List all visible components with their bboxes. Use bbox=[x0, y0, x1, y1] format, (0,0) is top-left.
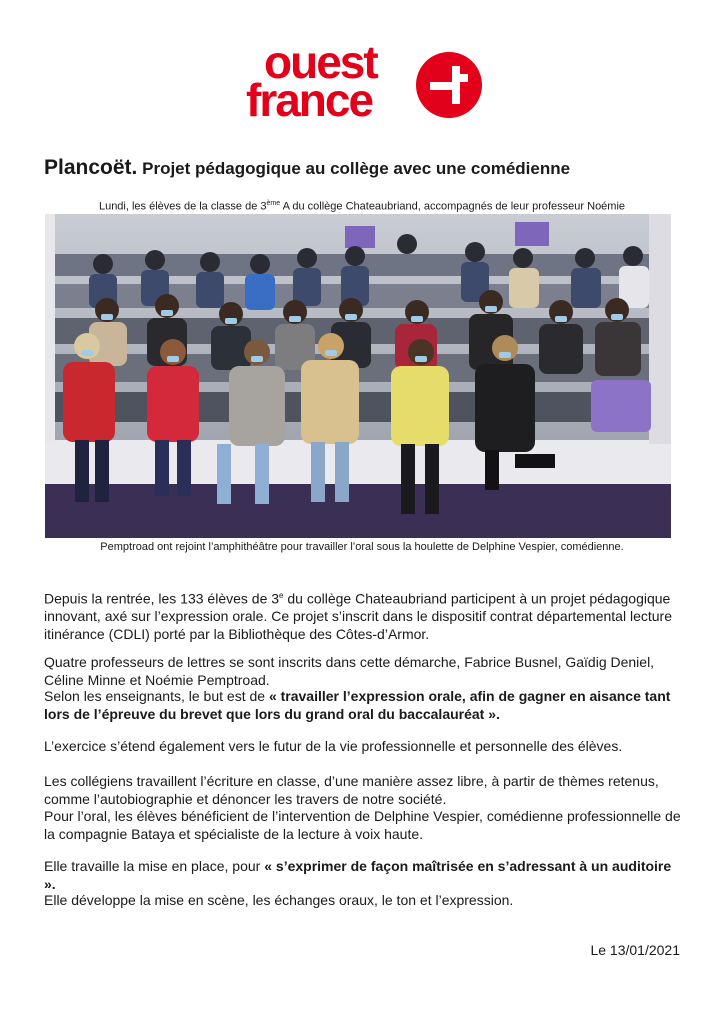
paragraph-1-start: Depuis la rentrée, les 133 élèves de 3 bbox=[44, 590, 280, 607]
class-group-photo bbox=[45, 214, 671, 538]
headline-place: Plancoët. bbox=[44, 156, 138, 179]
article-headline bbox=[44, 156, 694, 180]
article-paragraph-1 bbox=[44, 587, 684, 643]
logo-circle-icon bbox=[416, 52, 482, 118]
article-date: Le 13/01/2021 bbox=[590, 942, 680, 958]
logo-word-france: france bbox=[246, 74, 373, 126]
paragraph-5-start: Elle travaille la mise en place, pour bbox=[44, 858, 265, 874]
photo-caption-bottom: Pemptroad ont rejoint l’amphithéâtre pour travailler l’oral sous la houlette de Delphine Vespier, comédienne. bbox=[100, 541, 624, 553]
caption-superscript: ème bbox=[266, 200, 281, 207]
article-paragraph-5 bbox=[44, 858, 684, 893]
ouest-france-logo bbox=[244, 36, 494, 126]
headline-title: Projet pédagogique au collège avec une comédienne bbox=[142, 159, 571, 178]
article-paragraph-4b: Pour l’oral, les élèves bénéficient de l’intervention de Delphine Vespier, comédienne professionnelle de la compagnie Bataya et spécialiste de la lecture à voix haute. bbox=[44, 808, 681, 842]
article-paragraph-5b: Elle développe la mise en scène, les échanges oraux, le ton et l’expression. bbox=[44, 892, 514, 908]
article-paragraph-2b bbox=[44, 688, 684, 723]
logo-word-ouest: ouest bbox=[264, 36, 377, 88]
class-photo-illustration bbox=[45, 214, 671, 538]
article-paragraph-2: Quatre professeurs de lettres se sont inscrits dans cette démarche, Fabrice Busnel, Gaïdig Deniel, Céline Minne et Noémie Pemptroad. bbox=[44, 654, 655, 688]
paragraph-2b-quote: « travailler l’expression orale, afin de gagner en aisance tant lors de l’épreuve du brevet que lors du grand oral du baccalauréat ». bbox=[44, 688, 671, 722]
article-paragraph-3: L’exercice s’étend également vers le futur de la vie professionnelle et personnelle des élèves. bbox=[44, 738, 623, 754]
article-paragraph-4: Les collégiens travaillent l’écriture en classe, d’une manière assez libre, à partir de thèmes retenus, comme l’autobiographie et dénoncer les travers de notre société. bbox=[44, 773, 659, 807]
paragraph-1-superscript: e bbox=[279, 591, 284, 600]
photo-caption-top bbox=[44, 200, 680, 213]
caption-text-start: Lundi, les élèves de la classe de 3 bbox=[98, 200, 267, 213]
paragraph-2b-start: Selon les enseignants, le but est de bbox=[44, 688, 269, 704]
paragraph-1-end: du collège Chateaubriand participent à un projet pédagogique innovant, axé sur l’expression orale. Ce projet s’inscrit dans le dispositif contrat départemental lecture itinérance (CDLI) porté par la Bibliothèque des Côtes-d’Armor. bbox=[44, 590, 672, 642]
paragraph-5-quote: « s’exprimer de façon maîtrisée en s’adressant à un auditoire ». bbox=[44, 858, 672, 892]
caption-text-end: A du collège Chateaubriand, accompagnés de leur professeur Noémie bbox=[280, 200, 626, 213]
